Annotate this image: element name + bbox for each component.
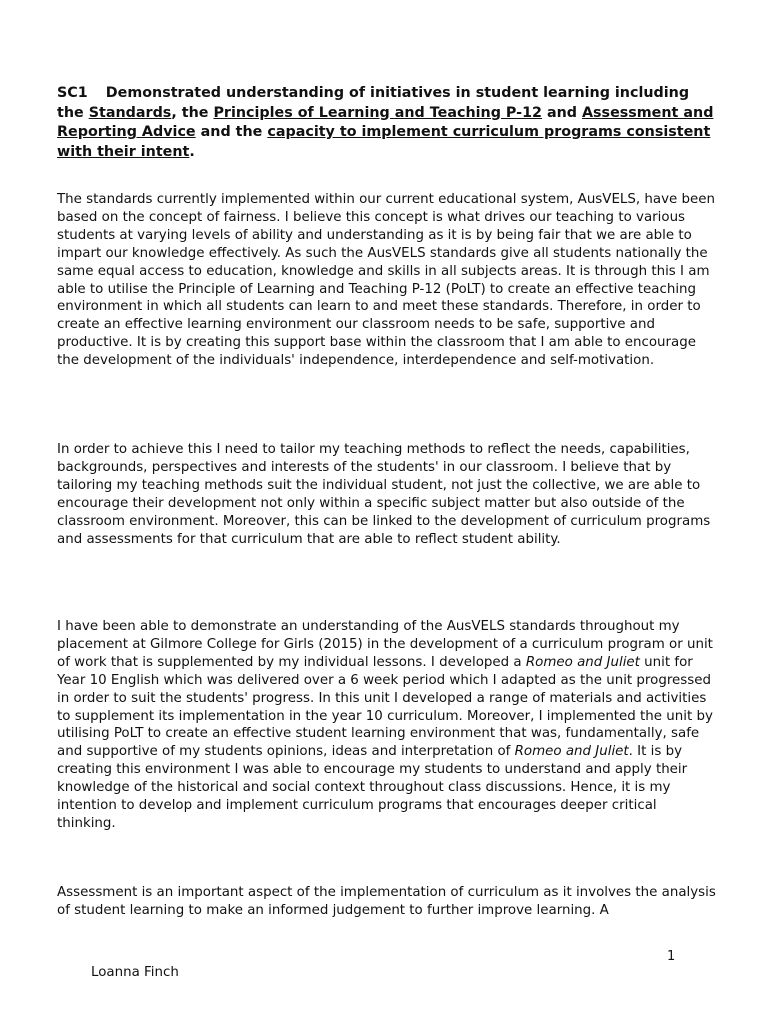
selection-criterion-heading bbox=[57, 84, 717, 162]
paragraph-placement-text-c: . It is by creating this environment I was able to encourage my students to understand and apply their knowledge of the historical and social context throughout class discussions. Hence, it is my intention to develop and implement curriculum programs that encourages deeper critical thinking. bbox=[57, 744, 688, 831]
play-title: Romeo and Juliet bbox=[525, 654, 640, 670]
paragraph-teaching-methods: In order to achieve this I need to tailor my teaching methods to reflect the needs, capabilities, backgrounds, perspectives and interests of the students' in our classroom. I believe that by tailoring my teaching methods suit the individual student, not just the collective, we are able to encourage their development not only within a specific subject matter but also outside of the classroom environment. Moreover, this can be linked to the development of curriculum programs and assessments for that curriculum that are able to reflect student ability. bbox=[57, 442, 711, 547]
heading-text-1: Demonstrated understanding of initiatives in student learning including the bbox=[57, 85, 690, 121]
page-number: 1 bbox=[667, 949, 676, 964]
footer-author-name: Loanna Finch bbox=[91, 965, 179, 980]
standards-link: Standards bbox=[88, 104, 172, 121]
heading-text-4: and the bbox=[195, 124, 268, 140]
heading-text-3: and bbox=[541, 104, 582, 121]
play-title: Romeo and Juliet bbox=[514, 744, 629, 760]
paragraph-placement-text-b: unit for Year 10 English which was delivered over a 6 week period which I adapted as the unit progressed in order to suit the students' progress. In this unit I developed a range of materials and activities to supplement its implementation in the year 10 curriculum. Moreover, I implemented the unit by utilising PoLT to create an effective student learning environment that was, fundamentally, safe and supportive of my students opinions, ideas and interpretation of bbox=[57, 654, 713, 760]
heading-text-2: , the bbox=[171, 104, 214, 121]
curriculum-capacity-link: capacity to implement curriculum programs consistent with their intent bbox=[57, 124, 711, 160]
assessment-reporting-link: Assessment and Reporting Advice bbox=[57, 104, 714, 140]
paragraph-placement bbox=[57, 618, 719, 833]
paragraph-assessment: Assessment is an important aspect of the implementation of curriculum as it involves the analysis of student learning to make an informed judgement to further improve learning. A bbox=[57, 885, 716, 918]
heading-text-5: . bbox=[189, 143, 195, 160]
criterion-code: SC1 bbox=[57, 85, 88, 101]
paragraph-placement-text-a: I have been able to demonstrate an understanding of the AusVELS standards throughout my placement at Gilmore College for Girls (2015) in the development of a curriculum program or unit of work that is supplemented by my individual lessons. I developed a bbox=[57, 619, 713, 670]
paragraph-standards: The standards currently implemented within our current educational system, AusVELS, have been based on the concept of fairness. I believe this concept is what drives our teaching to various students at varying levels of ability and understanding as it is by being fair that we are able to impart our knowledge effectively. As such the AusVELS standards give all students nationally the same equal access to education, knowledge and skills in all subjects areas. It is through this I am able to utilise the Principle of Learning and Teaching P-12 (PoLT) to create an effective teaching environment in which all students can learn to and meet these standards. Therefore, in order to create an effective learning environment our classroom needs to be safe, supportive and productive. It is by creating this support base within the classroom that I am able to encourage the development of the individuals' independence, interdependence and self-motivation. bbox=[57, 192, 715, 369]
polt-link: Principles of Learning and Teaching P-12 bbox=[213, 104, 542, 121]
